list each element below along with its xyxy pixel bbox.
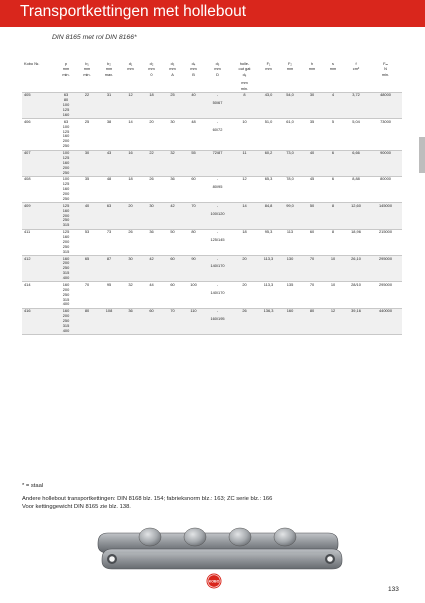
cell-f: 5,04 <box>352 118 360 124</box>
d5-value: - <box>216 308 219 314</box>
cell-kobo: 412 <box>24 255 31 261</box>
cell-d3: 60 <box>170 255 175 261</box>
header-cell-f: cm² <box>352 66 360 72</box>
cell-b1: 53 <box>84 229 90 235</box>
pitch-value: 200 <box>62 260 70 266</box>
cell-fm: 215000 <box>379 229 392 235</box>
cell-d1: 20 <box>128 202 133 208</box>
cell-b1: 65 <box>84 255 90 261</box>
table-row <box>22 308 402 334</box>
pitch-value: 125 <box>62 154 70 160</box>
cell-kobo: 414 <box>24 281 31 287</box>
table-row <box>22 282 402 308</box>
header-cell-s: mm <box>329 66 337 72</box>
pitch-value: 100 <box>62 123 70 129</box>
header-cell-hb: d₆ <box>242 72 247 78</box>
pitch-value: 250 <box>62 291 70 297</box>
table-row <box>22 203 402 229</box>
cell-d1: 14 <box>128 118 133 124</box>
cell-p <box>56 150 76 176</box>
cell-d5 <box>204 282 231 308</box>
pitch-value: 315 <box>62 322 70 328</box>
cell-d4: 55 <box>191 150 196 155</box>
cell-hb: 11 <box>242 150 247 155</box>
cell-p <box>56 119 76 150</box>
d5-secondary-value: 60/72 <box>212 126 223 132</box>
cell-d2: 20 <box>149 118 154 124</box>
table-row <box>22 229 402 255</box>
cell-d2: 26 <box>149 176 154 182</box>
cell-fm: 80000 <box>380 176 391 182</box>
cell-b1: 70 <box>84 281 90 287</box>
header-cell-fm: N <box>384 66 387 72</box>
pitch-value: 400 <box>62 301 70 307</box>
pitch-value: 160 <box>62 186 70 192</box>
d5-secondary-value: 140/170 <box>210 289 225 295</box>
cell-s: 10 <box>330 281 336 287</box>
pitch-value: 250 <box>62 195 70 201</box>
header-cell-fm: Fₘ <box>383 60 388 66</box>
cell-f1: 65,3 <box>264 176 273 182</box>
cell-p <box>56 256 76 282</box>
cell-h: 30 <box>309 92 315 98</box>
table-row <box>22 150 402 176</box>
cell-d3: 30 <box>170 118 175 124</box>
pitch-value: 200 <box>62 138 70 144</box>
cell-d3: 25 <box>170 92 175 98</box>
cell-fm: 295000 <box>379 255 392 261</box>
cell-p <box>56 176 76 202</box>
side-tab-marker <box>419 137 425 173</box>
cell-f: 18,96 <box>351 229 361 235</box>
pitch-value: 160 <box>62 159 70 165</box>
cell-d5 <box>204 92 231 118</box>
cell-d1: 30 <box>128 255 133 261</box>
header-cell-d1 <box>120 73 141 80</box>
table-row <box>22 176 402 202</box>
pitch-value: 200 <box>62 286 70 292</box>
cell-d5 <box>204 256 231 282</box>
pitch-value: 80 <box>63 97 69 103</box>
header-cell-p: min. <box>62 72 70 78</box>
cell-fm: 73000 <box>380 118 391 124</box>
cell-f1: 84,8 <box>264 202 273 208</box>
cell-kobo: 409 <box>24 202 31 208</box>
cell-b2: 95 <box>106 281 112 287</box>
cell-b1: 40 <box>84 202 90 208</box>
cell-d5 <box>204 150 231 176</box>
cell-d2: 60 <box>149 308 154 314</box>
pitch-value: 100 <box>62 150 70 155</box>
pitch-value: 125 <box>62 229 70 235</box>
cell-s: 10 <box>330 255 336 261</box>
cell-s: 4 <box>331 92 335 98</box>
cell-d3: 36 <box>170 176 175 182</box>
cell-b1: 30 <box>84 150 90 155</box>
pitch-value: 125 <box>62 202 70 208</box>
cell-fm: 90000 <box>380 150 391 155</box>
header-cell-p: mm <box>62 66 70 72</box>
pitch-value: 160 <box>62 234 70 239</box>
header-cell-f <box>343 73 369 80</box>
cell-d4: 90 <box>191 255 196 261</box>
cell-s: 12 <box>330 308 336 314</box>
cell-d2: 44 <box>149 281 154 287</box>
cell-d2: 42 <box>149 255 154 261</box>
cell-d4: 80 <box>191 229 196 235</box>
cell-d3: 60 <box>170 281 175 287</box>
cell-f1: 60,2 <box>264 150 273 155</box>
cell-b2: 38 <box>106 118 112 124</box>
header-cell-fm: min. <box>381 72 390 78</box>
cell-p <box>56 282 76 308</box>
header-cell-f2: mm <box>286 66 294 72</box>
cell-p <box>56 92 76 118</box>
cell-h: 40 <box>309 150 315 155</box>
logo-text: KOBO <box>208 579 220 584</box>
cell-d4: 70 <box>191 202 196 208</box>
cell-h: 70 <box>309 255 315 261</box>
pitch-value: 315 <box>62 222 70 228</box>
pitch-value: 160 <box>62 281 70 287</box>
pitch-value: 315 <box>62 248 70 254</box>
cell-kobo: 405 <box>24 92 31 98</box>
cell-d4: 100 <box>190 281 197 287</box>
cell-f: 3,72 <box>352 92 360 98</box>
header-cell-f: f <box>355 60 357 66</box>
d5-value: - <box>216 255 219 261</box>
table-body <box>22 92 402 334</box>
cell-s: 6 <box>331 150 335 155</box>
header-cell-f1: F₁ <box>266 60 271 66</box>
cell-fm: 295000 <box>379 281 392 287</box>
header-cell-d4: mm <box>190 66 197 72</box>
cell-d2: 18 <box>149 92 154 98</box>
cell-d2: 30 <box>149 202 154 208</box>
cell-d5 <box>204 176 231 202</box>
header-cell-d2: 0 <box>150 72 153 78</box>
cell-s: 5 <box>331 118 335 124</box>
cell-b1: 25 <box>84 118 90 124</box>
cell-b2: 108 <box>105 308 113 314</box>
cell-f2: 99,0 <box>286 202 294 208</box>
cell-kobo: 416 <box>24 308 31 314</box>
cell-hb: 18 <box>242 229 247 235</box>
cell-f2: 113 <box>286 229 294 235</box>
cell-d3: 32 <box>170 150 175 155</box>
cell-d5 <box>204 308 231 334</box>
pitch-value: 250 <box>62 265 70 271</box>
cell-d3: 70 <box>170 308 175 314</box>
cell-d2: 22 <box>149 150 154 155</box>
d5-secondary-value: 100/120 <box>210 210 225 216</box>
header-cell-d2: d₂ <box>149 60 154 66</box>
cell-f1: 113,3 <box>263 255 274 261</box>
pitch-value: 200 <box>62 238 70 244</box>
cell-kobo: 406 <box>24 118 31 124</box>
header-cell-kobo <box>22 73 56 80</box>
pitch-value: 63 <box>63 118 69 124</box>
cell-h: 35 <box>309 118 315 124</box>
cell-b1: 22 <box>84 92 90 98</box>
header-cell-hb: min. <box>240 86 249 91</box>
cell-hb: 12 <box>242 176 247 182</box>
cell-b2: 87 <box>106 255 112 261</box>
cell-f2: 135 <box>286 281 294 287</box>
pitch-value: 400 <box>62 327 70 333</box>
header-cell-b2: mm <box>105 66 113 72</box>
d5-value: - <box>216 118 219 124</box>
cell-d5 <box>204 229 231 255</box>
pitch-value: 125 <box>62 181 70 187</box>
cell-kobo: 407 <box>24 150 31 155</box>
cell-f1: 113,3 <box>263 281 274 287</box>
cell-d3: 42 <box>170 202 175 208</box>
cell-d3: 50 <box>170 229 175 235</box>
cell-s: 6 <box>331 176 335 182</box>
cell-f: 28/10 <box>351 281 361 287</box>
cell-b1: 80 <box>84 308 90 314</box>
cell-fm: 48000 <box>380 92 391 98</box>
cell-fm: 145000 <box>379 202 392 208</box>
cell-d4: 48 <box>191 118 196 124</box>
header-cell-d3: A <box>171 72 174 78</box>
pitch-value: 100 <box>62 102 70 108</box>
header-cell-h <box>301 73 323 80</box>
cell-f: 6,66 <box>352 150 360 155</box>
pitch-value: 160 <box>62 308 70 314</box>
cell-f2: 160 <box>286 308 294 314</box>
cell-s: 8 <box>331 229 335 235</box>
page-title: Transportkettingen met hollebout <box>20 3 247 20</box>
d5-value: - <box>216 281 219 287</box>
header-cell-h: mm <box>308 66 316 72</box>
table-row <box>22 119 402 150</box>
kobo-logo <box>206 573 222 589</box>
header-cell-hb: holle- <box>239 60 250 66</box>
d5-value: - <box>216 92 219 98</box>
header-cell-kobo: Kobo №. <box>24 60 40 66</box>
cell-f1: 43,0 <box>264 92 273 98</box>
cell-b2: 48 <box>106 176 112 182</box>
table-header <box>22 60 402 92</box>
chain-bottom-plate <box>102 549 342 569</box>
header-cell-b1: mm <box>83 66 91 72</box>
header-cell-hb: mm <box>241 80 248 85</box>
pitch-value: 400 <box>62 275 70 280</box>
cell-d1: 32 <box>128 281 133 287</box>
header-cell-s <box>323 73 343 80</box>
header-cell-d3: d₃ <box>170 60 175 66</box>
header-cell-f2 <box>279 73 301 80</box>
header-cell-d1: d₁ <box>128 60 133 66</box>
header-cell-b2: max. <box>104 72 114 78</box>
cell-kobo: 411 <box>24 229 31 235</box>
header-cell-d3: mm <box>169 66 176 72</box>
note-line: Voor kettinggewicht DIN 8165 zie blz. 138. <box>22 504 131 510</box>
cell-d1: 26 <box>128 229 133 235</box>
header-cell-d1: mm <box>127 66 134 72</box>
d5-secondary-value: 80/95 <box>212 184 223 190</box>
cell-d1: 16 <box>128 150 133 155</box>
pitch-value: 125 <box>62 107 70 112</box>
cell-b2: 63 <box>106 202 112 208</box>
header-cell-b1: min. <box>83 72 91 78</box>
pitch-value: 250 <box>62 143 70 149</box>
title-bar <box>0 0 425 27</box>
pitch-value: 125 <box>62 128 70 134</box>
cell-f: 8,88 <box>352 176 360 182</box>
page-subtitle: DIN 8165 met rol DIN 8166* <box>52 34 137 41</box>
cell-d1: 36 <box>128 308 133 314</box>
d5-value: - <box>216 202 219 208</box>
cell-hb: 10 <box>242 118 247 124</box>
footnote: * = staal <box>22 483 44 489</box>
chain-illustration <box>90 515 345 575</box>
header-cell-d2: mm <box>148 66 155 72</box>
cell-p <box>56 308 76 334</box>
cell-f: 39,16 <box>351 308 361 314</box>
pitch-value: 315 <box>62 296 70 302</box>
d5-secondary-value: 160/195 <box>210 316 225 322</box>
cell-f: 12,60 <box>351 202 361 208</box>
cell-s: 8 <box>331 202 335 208</box>
header-cell-d4: B <box>192 72 195 78</box>
cell-f1: 136,3 <box>263 308 274 314</box>
header-cell-p: p <box>64 60 68 66</box>
cell-h: 80 <box>309 308 315 314</box>
cell-f2: 61,0 <box>286 118 294 124</box>
header-cell-d5: d₅ <box>215 60 220 66</box>
cell-f1: 95,3 <box>264 229 273 235</box>
cell-d4: 60 <box>191 176 196 182</box>
page-number: 133 <box>388 586 399 593</box>
pitch-value: 250 <box>62 243 70 249</box>
header-cell-b2: b₂ <box>107 60 111 66</box>
pitch-value: 100 <box>62 176 70 182</box>
pitch-value: 200 <box>62 164 70 170</box>
pitch-value: 250 <box>62 169 70 175</box>
cell-hb: 20 <box>242 281 247 287</box>
cell-hb: 26 <box>242 308 247 314</box>
header-row <box>22 73 402 80</box>
cell-d4: 110 <box>190 308 197 314</box>
note-line: Andere hollebout transportkettingen: DIN 8168 blz. 154; fabrieksnorm blz.: 163; ZC serie blz.: 166 <box>22 496 273 502</box>
header-cell-d4: d₄ <box>191 60 196 66</box>
d5-secondary-value: 125/145 <box>210 237 225 242</box>
header-cell-s: s <box>332 60 334 66</box>
header-cell-f1: mm <box>265 66 272 72</box>
notes <box>22 495 272 511</box>
cell-f: 26,10 <box>351 255 361 261</box>
pitch-value: 160 <box>62 207 70 213</box>
pitch-value: 250 <box>62 318 70 323</box>
cell-f2: 54,0 <box>286 92 294 98</box>
pitch-value: 200 <box>62 191 70 196</box>
cell-hb: 8 <box>243 92 246 98</box>
pitch-value: 63 <box>63 92 69 98</box>
cell-f2: 78,0 <box>286 176 294 182</box>
header-cell-f1 <box>258 73 279 80</box>
d5-value: - <box>216 176 219 182</box>
pitch-value: 160 <box>62 111 70 117</box>
cell-f2: 130 <box>286 255 294 261</box>
header-cell-hb: out gat <box>238 66 251 72</box>
cell-d4: 40 <box>191 92 196 98</box>
cell-fm: 440000 <box>379 308 392 314</box>
table-row <box>22 92 402 118</box>
d5-value: 72/87 <box>212 150 223 155</box>
header-cell-h: h <box>310 60 314 66</box>
cell-hb: 14 <box>242 202 247 208</box>
pitch-value: 200 <box>62 313 70 319</box>
cell-f1: 51,0 <box>264 118 273 124</box>
cell-d2: 36 <box>149 229 154 235</box>
cell-kobo: 408 <box>24 176 31 182</box>
d5-value: - <box>216 229 219 235</box>
cell-h: 50 <box>309 202 315 208</box>
header-cell-d5: mm <box>214 66 221 72</box>
cell-d5 <box>204 203 231 229</box>
specs-table <box>22 60 402 335</box>
cell-p <box>56 229 76 255</box>
cell-h: 60 <box>309 229 315 235</box>
header-row <box>22 60 402 67</box>
pitch-value: 250 <box>62 217 70 223</box>
header-cell-d5: D <box>216 72 219 78</box>
d5-secondary-value: 50/67 <box>212 100 223 106</box>
cell-b2: 73 <box>106 229 112 235</box>
pitch-value: 200 <box>62 212 70 218</box>
cell-h: 70 <box>309 281 315 287</box>
cell-d1: 18 <box>128 176 133 182</box>
pitch-value: 160 <box>62 133 70 139</box>
cell-b2: 31 <box>106 92 112 98</box>
cell-f2: 73,0 <box>286 150 294 155</box>
cell-h: 45 <box>309 176 315 182</box>
table-row <box>22 256 402 282</box>
cell-hb: 20 <box>242 255 247 261</box>
header-cell-f2: F₂ <box>288 60 292 66</box>
header-cell-b1: b₁ <box>85 60 89 66</box>
cell-b1: 35 <box>84 176 90 182</box>
d5-secondary-value: 140/170 <box>210 263 225 269</box>
cell-d1: 12 <box>128 92 133 98</box>
cell-b2: 43 <box>106 150 112 155</box>
cell-d5 <box>204 119 231 150</box>
cell-p <box>56 203 76 229</box>
pitch-value: 160 <box>62 255 70 261</box>
pitch-value: 315 <box>62 270 70 276</box>
